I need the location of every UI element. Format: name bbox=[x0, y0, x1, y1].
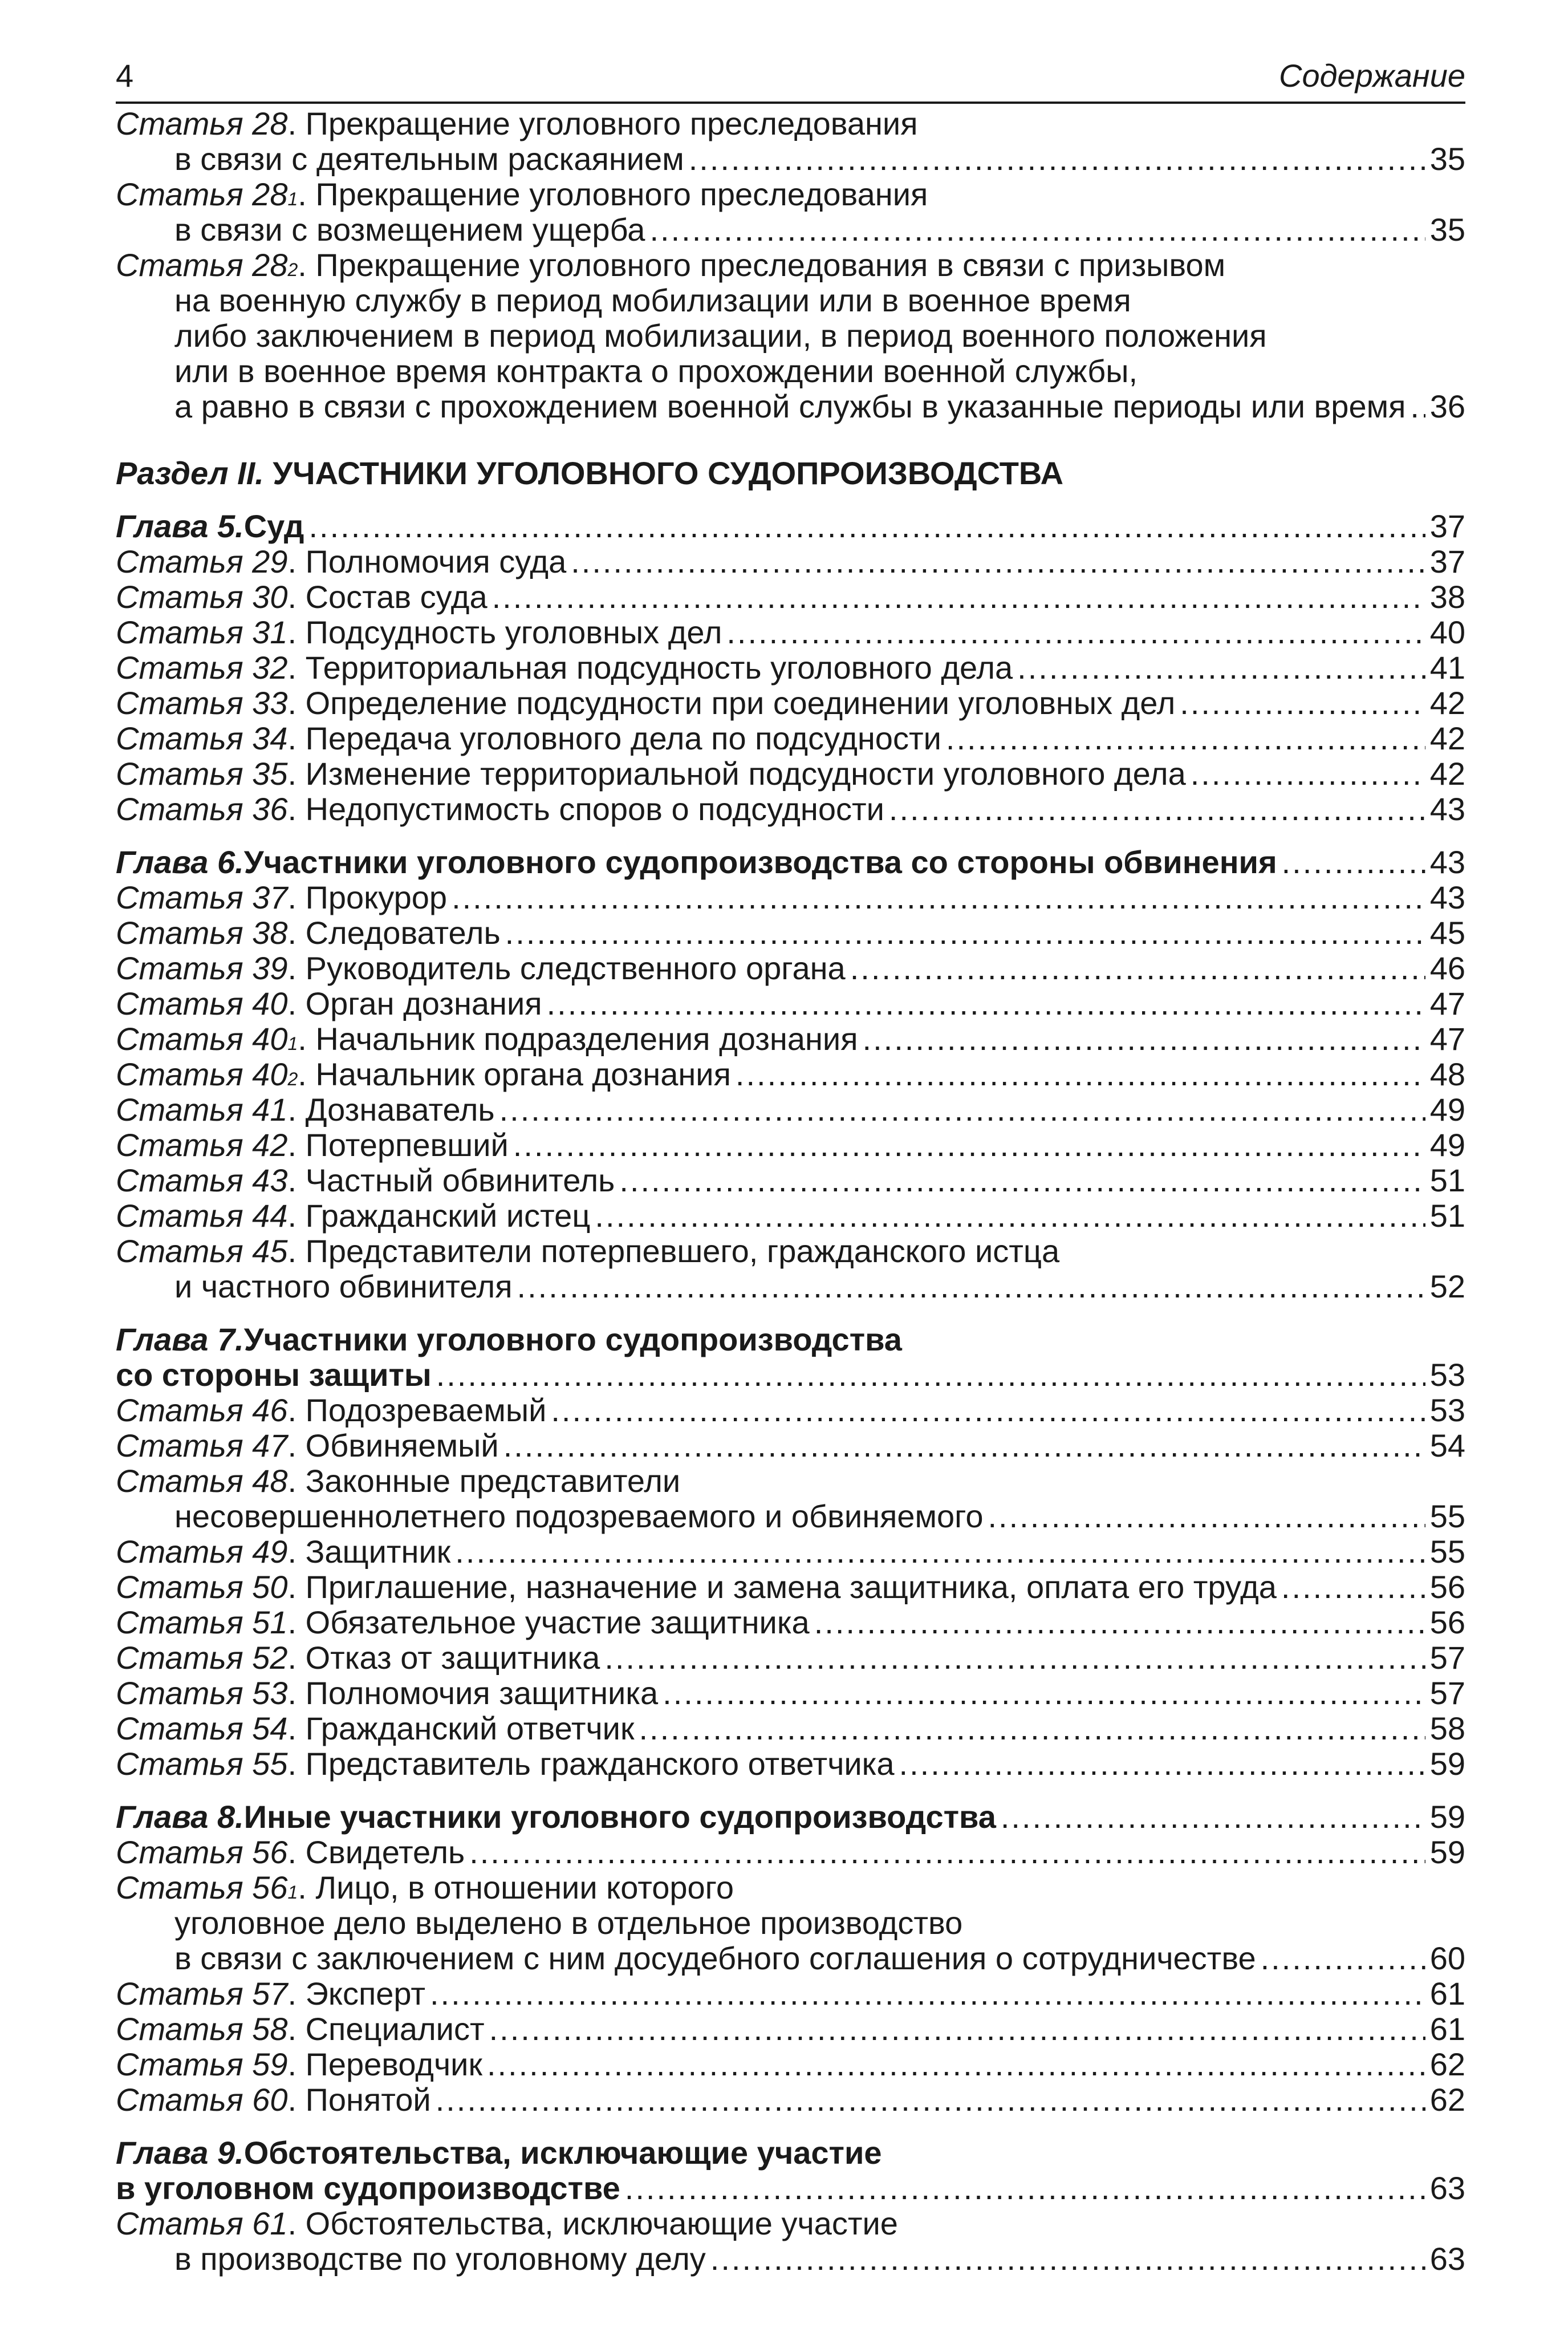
section-heading bbox=[116, 456, 1465, 491]
dot-leader bbox=[889, 792, 1425, 827]
toc-entry-line[interactable] bbox=[116, 212, 1465, 248]
dot-leader bbox=[619, 1163, 1425, 1198]
toc-entry-line[interactable] bbox=[116, 880, 1465, 915]
dot-leader bbox=[1281, 1570, 1425, 1605]
page-header bbox=[116, 56, 1465, 104]
entry-label: Статья 38 bbox=[116, 915, 288, 951]
dot-leader bbox=[499, 1092, 1425, 1128]
page-ref: 57 bbox=[1429, 1675, 1465, 1711]
dot-leader bbox=[689, 141, 1425, 177]
page-ref: 43 bbox=[1429, 791, 1465, 827]
entry-label: Статья 33 bbox=[116, 685, 288, 721]
entry-title: . Гражданский истец bbox=[287, 1198, 591, 1234]
page-ref: 63 bbox=[1429, 2170, 1465, 2206]
page-ref: 56 bbox=[1429, 1569, 1465, 1605]
entry-title: Суд bbox=[243, 508, 304, 544]
toc-entry-line[interactable] bbox=[116, 1534, 1465, 1570]
toc-entry-line[interactable] bbox=[116, 1976, 1465, 2011]
page-ref: 43 bbox=[1429, 879, 1465, 915]
page-ref: 42 bbox=[1429, 720, 1465, 756]
entry-title: . Прокурор bbox=[287, 879, 448, 915]
dot-leader bbox=[489, 2011, 1425, 2047]
entry-label: Глава 6. bbox=[116, 844, 244, 880]
entry-title: . Прекращение уголовного преследования bbox=[287, 106, 918, 141]
dot-leader bbox=[863, 1021, 1425, 1057]
toc-entry-line[interactable] bbox=[116, 1499, 1465, 1534]
dot-leader bbox=[710, 2241, 1425, 2277]
entry-title: . Обвиняемый bbox=[287, 1427, 499, 1463]
entry-title: . Представители потерпевшего, гражданского истца bbox=[287, 1233, 1060, 1269]
dot-leader bbox=[551, 1393, 1425, 1428]
entry-title: Участники уголовного судопроизводства bbox=[243, 1321, 902, 1357]
dot-leader bbox=[899, 1746, 1425, 1782]
entry-label: Статья 31 bbox=[116, 614, 288, 650]
entry-title: . Начальник подразделения дознания bbox=[298, 1021, 858, 1057]
toc-entry-line[interactable] bbox=[116, 1570, 1465, 1605]
dot-leader bbox=[595, 1198, 1425, 1234]
page-ref: 59 bbox=[1429, 1746, 1465, 1782]
entry-label: Статья 61 bbox=[116, 2205, 288, 2241]
toc-entry-line[interactable] bbox=[116, 1092, 1465, 1128]
page-ref: 47 bbox=[1429, 1021, 1465, 1057]
dot-leader bbox=[1191, 756, 1425, 792]
toc-entry-line[interactable] bbox=[116, 1605, 1465, 1640]
dot-leader bbox=[663, 1676, 1425, 1711]
dot-leader bbox=[469, 1835, 1425, 1870]
toc-entry-line[interactable] bbox=[116, 389, 1465, 424]
dot-leader bbox=[649, 212, 1425, 248]
page-ref: 37 bbox=[1429, 508, 1465, 544]
page-number: 4 bbox=[116, 58, 134, 94]
dot-leader bbox=[492, 579, 1425, 615]
entry-label: Статья 36 bbox=[116, 791, 288, 827]
entry-title: . Специалист bbox=[287, 2011, 485, 2047]
entry-title: . Представитель гражданского ответчика bbox=[287, 1746, 895, 1782]
dot-leader bbox=[487, 2047, 1425, 2082]
page-ref: 36 bbox=[1429, 388, 1465, 424]
entry-title: . Определение подсудности при соединении уголовных дел bbox=[287, 685, 1176, 721]
page-ref: 46 bbox=[1429, 950, 1465, 986]
table-of-contents bbox=[116, 106, 1465, 2277]
toc-entry-line[interactable] bbox=[116, 544, 1465, 579]
entry-title: . Лицо, в отношении которого bbox=[298, 1869, 734, 1905]
entry-title: на военную службу в период мобилизации или в военное время bbox=[174, 282, 1131, 318]
page-ref: 35 bbox=[1429, 141, 1465, 177]
entry-label: Статья 43 bbox=[116, 1162, 288, 1198]
dot-leader bbox=[1282, 845, 1425, 880]
entry-label: Статья 54 bbox=[116, 1710, 288, 1746]
dot-leader bbox=[505, 915, 1425, 951]
entry-label: Статья 50 bbox=[116, 1569, 288, 1605]
page-ref: 35 bbox=[1429, 212, 1465, 248]
toc-entry-line[interactable] bbox=[116, 1941, 1465, 1976]
dot-leader bbox=[452, 880, 1425, 915]
page-ref: 63 bbox=[1429, 2241, 1465, 2277]
entry-title: . Изменение территориальной подсудности уголовного дела bbox=[287, 756, 1186, 792]
page-ref: 40 bbox=[1429, 614, 1465, 650]
page-ref: 51 bbox=[1429, 1162, 1465, 1198]
toc-chapter-line[interactable] bbox=[116, 1357, 1465, 1393]
toc-entry-line[interactable] bbox=[116, 1463, 1465, 1499]
entry-label: Статья 41 bbox=[116, 1092, 288, 1128]
entry-title: Иные участники уголовного судопроизводства bbox=[243, 1799, 996, 1835]
toc-entry-line[interactable] bbox=[116, 1905, 1465, 1941]
dot-leader bbox=[946, 721, 1425, 756]
toc-entry-line[interactable] bbox=[116, 141, 1465, 177]
dot-leader bbox=[436, 1357, 1425, 1393]
dot-leader bbox=[547, 986, 1425, 1021]
entry-title: . Переводчик bbox=[287, 2046, 482, 2082]
entry-label: Статья 32 bbox=[116, 650, 288, 686]
toc-entry-line[interactable] bbox=[116, 915, 1465, 951]
entry-label: Статья 42 bbox=[116, 1127, 288, 1163]
toc-entry-line[interactable]: Статья 40 2 . Начальник органа дознания ..... 48 bbox=[116, 1057, 1465, 1092]
dot-leader bbox=[604, 1640, 1425, 1676]
entry-label: Статья 56 bbox=[116, 1869, 288, 1905]
spacer bbox=[116, 424, 1465, 456]
dot-leader bbox=[1180, 686, 1425, 721]
dot-leader bbox=[503, 1428, 1425, 1463]
entry-label: Статья 46 bbox=[116, 1392, 288, 1428]
page-ref: 49 bbox=[1429, 1127, 1465, 1163]
entry-title: . Законные представители bbox=[287, 1463, 681, 1499]
entry-label: Статья 51 bbox=[116, 1604, 288, 1640]
entry-title: в связи с деятельным раскаянием bbox=[174, 141, 684, 177]
entry-title: . Орган дознания bbox=[287, 986, 542, 1021]
page-ref: 41 bbox=[1429, 650, 1465, 686]
page-ref: 59 bbox=[1429, 1799, 1465, 1835]
entry-title: . Обязательное участие защитника bbox=[287, 1604, 810, 1640]
toc-entry-line[interactable] bbox=[116, 650, 1465, 686]
page-ref: 48 bbox=[1429, 1056, 1465, 1092]
toc-entry-line[interactable] bbox=[116, 2011, 1465, 2047]
entry-label: Статья 53 bbox=[116, 1675, 288, 1711]
toc-entry-line[interactable] bbox=[116, 2206, 1465, 2241]
toc-entry-line[interactable] bbox=[116, 1746, 1465, 1782]
page-ref: 57 bbox=[1429, 1640, 1465, 1676]
entry-title: . Состав суда bbox=[287, 579, 488, 615]
entry-label: Статья 52 bbox=[116, 1640, 288, 1676]
page-ref: 43 bbox=[1429, 844, 1465, 880]
toc-entry-line[interactable] bbox=[116, 1711, 1465, 1746]
entry-label: Глава 9. bbox=[116, 2135, 244, 2171]
entry-label: Статья 56 bbox=[116, 1834, 288, 1870]
entry-label: Статья 34 bbox=[116, 720, 288, 756]
entry-title: . Следователь bbox=[287, 915, 501, 951]
entry-title: . Понятой bbox=[287, 2082, 431, 2118]
dot-leader bbox=[850, 951, 1425, 986]
toc-entry-line[interactable] bbox=[116, 579, 1465, 615]
entry-title: в производстве по уголовному делу bbox=[174, 2241, 706, 2277]
entry-label: Статья 28 bbox=[116, 106, 288, 141]
entry-title: . Свидетель bbox=[287, 1834, 465, 1870]
toc-entry-line[interactable] bbox=[116, 1234, 1465, 1269]
page-ref: 58 bbox=[1429, 1710, 1465, 1746]
dot-leader bbox=[1017, 650, 1425, 686]
page-ref: 47 bbox=[1429, 986, 1465, 1021]
toc-entry-line[interactable] bbox=[116, 1393, 1465, 1428]
toc-chapter-line[interactable] bbox=[116, 2171, 1465, 2206]
page-ref: 56 bbox=[1429, 1604, 1465, 1640]
page-ref: 42 bbox=[1429, 685, 1465, 721]
entry-label: Статья 49 bbox=[116, 1534, 288, 1570]
toc-entry-line[interactable] bbox=[116, 318, 1465, 354]
toc-entry-line[interactable] bbox=[116, 1640, 1465, 1676]
entry-title: в уголовном судопроизводстве bbox=[116, 2170, 620, 2206]
toc-entry-line[interactable] bbox=[116, 615, 1465, 650]
entry-title: . Защитник bbox=[287, 1534, 451, 1570]
entry-title: в связи с возмещением ущерба bbox=[174, 212, 645, 248]
entry-title: . Частный обвинитель bbox=[287, 1162, 615, 1198]
toc-entry-line[interactable] bbox=[116, 792, 1465, 827]
page-ref: 51 bbox=[1429, 1198, 1465, 1234]
entry-label: Глава 8. bbox=[116, 1799, 244, 1835]
section-title: УЧАСТНИКИ УГОЛОВНОГО СУДОПРОИЗВОДСТВА bbox=[263, 455, 1064, 491]
entry-title: со стороны защиты bbox=[116, 1357, 432, 1393]
entry-title: в связи с заключением с ним досудебного соглашения о сотрудничестве bbox=[174, 1940, 1256, 1976]
dot-leader bbox=[571, 544, 1425, 579]
entry-title: . Обстоятельства, исключающие участие bbox=[287, 2205, 898, 2241]
entry-title: а равно в связи с прохождением военной службы в указанные периоды или время bbox=[174, 388, 1406, 424]
page-ref: 59 bbox=[1429, 1834, 1465, 1870]
entry-label: Статья 28 bbox=[116, 176, 288, 212]
dot-leader bbox=[814, 1605, 1425, 1640]
toc-entry-line[interactable] bbox=[116, 686, 1465, 721]
page-ref: 61 bbox=[1429, 2011, 1465, 2047]
entry-label: Глава 7. bbox=[116, 1321, 244, 1357]
toc-entry-line[interactable] bbox=[116, 1128, 1465, 1163]
toc-chapter-line[interactable] bbox=[116, 845, 1465, 880]
entry-title: . Дознаватель bbox=[287, 1092, 495, 1128]
entry-label: Статья 45 bbox=[116, 1233, 288, 1269]
toc-entry-line[interactable] bbox=[116, 1835, 1465, 1870]
section-label: Раздел II. bbox=[116, 455, 264, 491]
entry-title: . Недопустимость споров о подсудности bbox=[287, 791, 884, 827]
dot-leader bbox=[625, 2171, 1425, 2206]
toc-entry-line[interactable]: Статья 28 2 . Прекращение уголовного преследования в связи с призывом bbox=[116, 247, 1226, 283]
entry-label: Статья 37 bbox=[116, 879, 288, 915]
spacer bbox=[116, 2118, 1465, 2135]
page-ref: 54 bbox=[1429, 1427, 1465, 1463]
entry-label: Статья 28 bbox=[116, 247, 288, 283]
page-ref: 52 bbox=[1429, 1268, 1465, 1304]
toc-entry-line[interactable] bbox=[116, 1676, 1465, 1711]
toc-entry-line[interactable] bbox=[116, 2082, 1465, 2118]
entry-title: . Прекращение уголовного преследования в связи с призывом bbox=[298, 247, 1226, 283]
entry-title: либо заключением в период мобилизации, в период военного положения bbox=[174, 318, 1267, 354]
entry-title: . Передача уголовного дела по подсудности bbox=[287, 720, 941, 756]
page-ref: 55 bbox=[1429, 1534, 1465, 1570]
entry-label: Статья 58 bbox=[116, 2011, 288, 2047]
page-ref: 45 bbox=[1429, 915, 1465, 951]
toc-entry-line[interactable] bbox=[116, 106, 1465, 141]
entry-title: и частного обвинителя bbox=[174, 1268, 513, 1304]
toc-chapter-line[interactable] bbox=[116, 1799, 1465, 1835]
dot-leader bbox=[455, 1534, 1425, 1570]
dot-leader bbox=[1261, 1941, 1425, 1976]
page-ref: 38 bbox=[1429, 579, 1465, 615]
toc-entry-line[interactable] bbox=[116, 1269, 1465, 1304]
entry-title: . Полномочия суда bbox=[287, 544, 567, 579]
entry-label: Статья 60 bbox=[116, 2082, 288, 2118]
toc-entry-line[interactable] bbox=[116, 1198, 1465, 1234]
toc-entry-line[interactable] bbox=[116, 721, 1465, 756]
dot-leader bbox=[513, 1128, 1425, 1163]
entry-title: . Приглашение, назначение и замена защитника, оплата его труда bbox=[287, 1569, 1277, 1605]
entry-title: . Эксперт bbox=[287, 1976, 425, 2011]
toc-entry-line[interactable]: Статья 56 1 . Лицо, в отношении которого bbox=[116, 1869, 734, 1905]
spacer bbox=[116, 1304, 1465, 1322]
spacer bbox=[116, 491, 1465, 509]
toc-entry-line[interactable] bbox=[116, 1163, 1465, 1198]
toc-entry-line[interactable]: Статья 40 1 . Начальник подразделения дознания ..... 47 bbox=[116, 1021, 1465, 1057]
dot-leader bbox=[726, 615, 1425, 650]
toc-entry-line[interactable] bbox=[116, 354, 1465, 389]
entry-title: . Территориальная подсудность уголовного дела bbox=[287, 650, 1013, 686]
entry-title: Участники уголовного судопроизводства со стороны обвинения bbox=[243, 844, 1277, 880]
entry-label: Статья 47 bbox=[116, 1427, 288, 1463]
dot-leader bbox=[988, 1499, 1425, 1534]
page-ref: 42 bbox=[1429, 756, 1465, 792]
dot-leader bbox=[436, 2082, 1425, 2118]
page-ref: 62 bbox=[1429, 2046, 1465, 2082]
entry-label: Статья 29 bbox=[116, 544, 288, 579]
entry-title: . Потерпевший bbox=[287, 1127, 509, 1163]
toc-entry-line[interactable] bbox=[116, 2241, 1465, 2277]
entry-title: . Руководитель следственного органа bbox=[287, 950, 846, 986]
toc-entry-line[interactable] bbox=[116, 1428, 1465, 1463]
entry-title: . Полномочия защитника bbox=[287, 1675, 659, 1711]
entry-title: . Подсудность уголовных дел bbox=[287, 614, 722, 650]
dot-leader bbox=[308, 509, 1425, 544]
entry-label: Статья 55 bbox=[116, 1746, 288, 1782]
entry-label: Статья 48 bbox=[116, 1463, 288, 1499]
entry-label: Статья 44 bbox=[116, 1198, 288, 1234]
entry-title: . Начальник органа дознания bbox=[298, 1056, 731, 1092]
entry-label: Статья 35 bbox=[116, 756, 288, 792]
entry-title: уголовное дело выделено в отдельное производство bbox=[174, 1905, 963, 1941]
entry-label: Статья 59 bbox=[116, 2046, 288, 2082]
toc-chapter-line[interactable] bbox=[116, 509, 1465, 544]
entry-title: . Подозреваемый bbox=[287, 1392, 547, 1428]
entry-label: Статья 40 bbox=[116, 1021, 288, 1057]
dot-leader bbox=[639, 1711, 1425, 1746]
entry-label: Глава 5. bbox=[116, 508, 244, 544]
page-ref: 37 bbox=[1429, 544, 1465, 579]
toc-entry-line[interactable] bbox=[116, 986, 1465, 1021]
entry-label: Статья 30 bbox=[116, 579, 288, 615]
entry-title: . Отказ от защитника bbox=[287, 1640, 600, 1676]
dot-leader bbox=[517, 1269, 1425, 1304]
toc-chapter-line[interactable] bbox=[116, 1322, 1465, 1357]
entry-label: Статья 39 bbox=[116, 950, 288, 986]
dot-leader bbox=[1410, 389, 1425, 424]
entry-title: или в военное время контракта о прохождении военной службы, bbox=[174, 353, 1138, 389]
page-ref: 55 bbox=[1429, 1498, 1465, 1534]
entry-title: . Гражданский ответчик bbox=[287, 1710, 635, 1746]
entry-title: . Прекращение уголовного преследования bbox=[298, 176, 928, 212]
page-ref: 49 bbox=[1429, 1092, 1465, 1128]
dot-leader bbox=[736, 1057, 1425, 1092]
entry-label: Статья 57 bbox=[116, 1976, 288, 2011]
page-ref: 53 bbox=[1429, 1392, 1465, 1428]
spacer bbox=[116, 1782, 1465, 1799]
page-ref: 60 bbox=[1429, 1940, 1465, 1976]
entry-title: Обстоятельства, исключающие участие bbox=[243, 2135, 882, 2171]
spacer bbox=[116, 827, 1465, 845]
running-title: Содержание bbox=[1279, 58, 1465, 94]
entry-title: несовершеннолетнего подозреваемого и обвиняемого bbox=[174, 1498, 984, 1534]
page-ref: 53 bbox=[1429, 1357, 1465, 1393]
page-ref: 62 bbox=[1429, 2082, 1465, 2118]
dot-leader bbox=[1001, 1799, 1425, 1835]
toc-entry-line[interactable] bbox=[116, 2047, 1465, 2082]
toc-entry-line[interactable]: Статья 28 1 . Прекращение уголовного преследования bbox=[116, 176, 928, 212]
toc-entry-line[interactable] bbox=[116, 283, 1465, 318]
toc-entry-line[interactable] bbox=[116, 951, 1465, 986]
toc-entry-line[interactable] bbox=[116, 756, 1465, 792]
page-ref: 61 bbox=[1429, 1976, 1465, 2011]
entry-label: Статья 40 bbox=[116, 986, 288, 1021]
toc-chapter-line[interactable] bbox=[116, 2135, 1465, 2171]
dot-leader bbox=[430, 1976, 1425, 2011]
entry-label: Статья 40 bbox=[116, 1056, 288, 1092]
